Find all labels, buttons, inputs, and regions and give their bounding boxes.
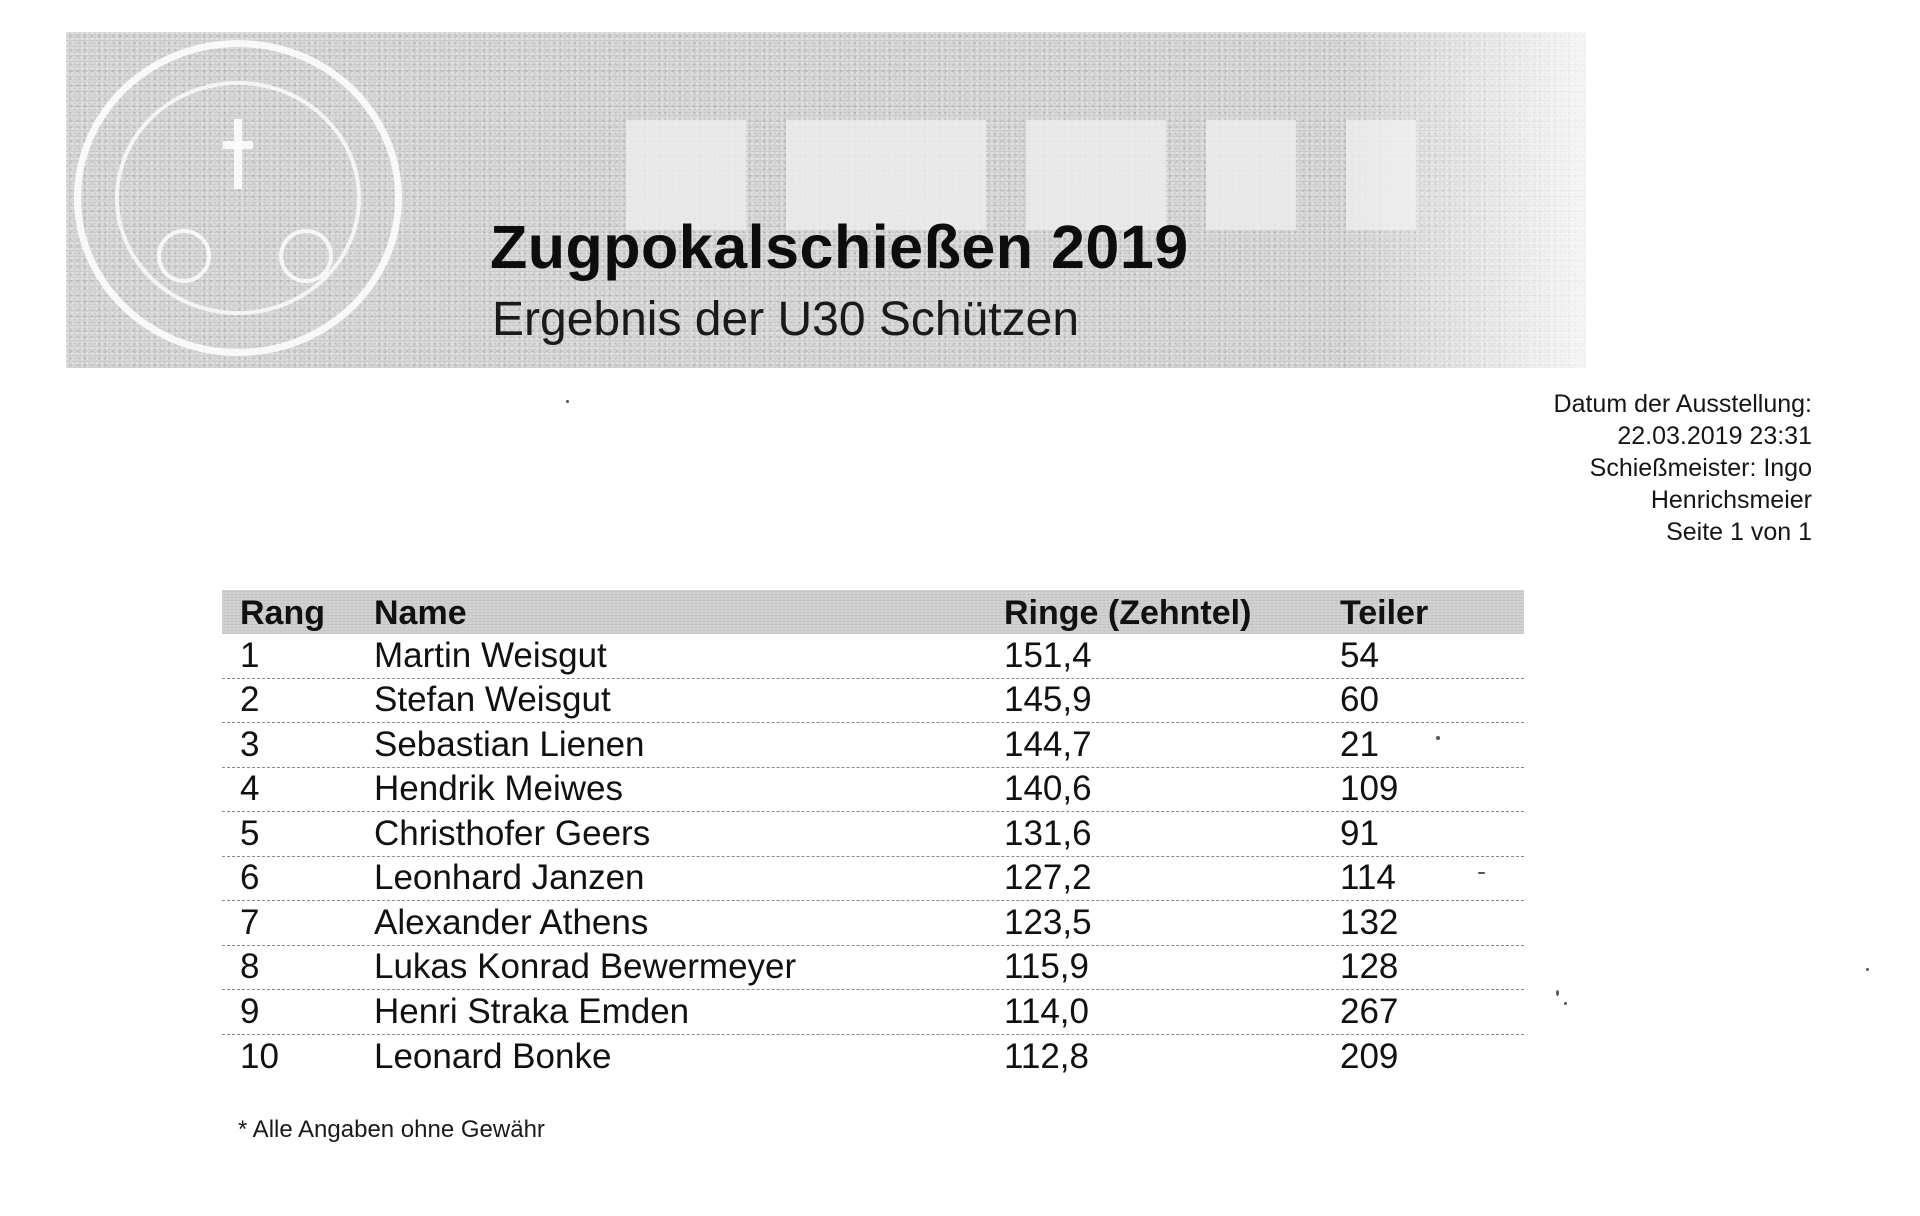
- banner-fade: [1346, 32, 1586, 368]
- table-row: [222, 723, 1524, 768]
- header-name: Name: [374, 594, 467, 633]
- cell-name: Leonard Bonke: [374, 1036, 612, 1076]
- table-row: [222, 768, 1524, 813]
- page-subtitle: Ergebnis der U30 Schützen: [492, 293, 1080, 346]
- cell-name: Christhofer Geers: [374, 813, 651, 853]
- cell-teiler: 132: [1340, 902, 1399, 942]
- cell-teiler: 91: [1340, 813, 1379, 853]
- results-table: [222, 590, 1524, 1079]
- cell-name: Martin Weisgut: [374, 635, 607, 675]
- cell-teiler: 109: [1340, 769, 1399, 809]
- cell-name: Sebastian Lienen: [374, 724, 645, 764]
- issue-date-label: Datum der Ausstellung:: [1553, 390, 1812, 418]
- cell-name: Henri Straka Emden: [374, 991, 690, 1031]
- cell-rank: 5: [240, 813, 260, 853]
- cell-teiler: 114: [1340, 858, 1396, 898]
- cell-rank: 6: [240, 858, 260, 898]
- cell-rings: 115,9: [1004, 947, 1089, 987]
- cell-rings: 151,4: [1004, 635, 1092, 675]
- header-rings: Ringe (Zehntel): [1004, 594, 1252, 633]
- scan-speck: [1478, 872, 1485, 874]
- cell-teiler: 60: [1340, 680, 1379, 720]
- cross-emblem-icon: [223, 119, 253, 189]
- issue-date: 22.03.2019 23:31: [1617, 422, 1812, 450]
- cell-teiler: 209: [1340, 1036, 1399, 1076]
- scan-speck: [1564, 1002, 1567, 1005]
- cell-rings: 127,2: [1004, 858, 1092, 898]
- table-row: [222, 901, 1524, 946]
- wreath-emblem-icon: [157, 229, 211, 283]
- table-row: [222, 634, 1524, 679]
- scan-speck: [1866, 968, 1869, 971]
- cell-name: Hendrik Meiwes: [374, 769, 623, 809]
- cell-name: Lukas Konrad Bewermeyer: [374, 947, 797, 987]
- table-row: [222, 946, 1524, 991]
- cell-rings: 112,8: [1004, 1036, 1089, 1076]
- cell-rank: 1: [240, 635, 260, 675]
- cell-rank: 7: [240, 902, 260, 942]
- cell-rank: 9: [240, 991, 260, 1031]
- table-row: [222, 1035, 1524, 1080]
- page-indicator: Seite 1 von 1: [1666, 518, 1812, 546]
- seal-inner-ring: [115, 81, 361, 315]
- flower-emblem-icon: [279, 229, 333, 283]
- cell-name: Alexander Athens: [374, 902, 649, 942]
- scan-speck: [1556, 990, 1559, 996]
- cell-rank: 4: [240, 769, 260, 809]
- cell-rank: 2: [240, 680, 260, 720]
- table-header-row: [222, 590, 1524, 634]
- document-meta: [1554, 388, 1812, 548]
- cell-rings: 131,6: [1004, 813, 1092, 853]
- cell-rings: 145,9: [1004, 680, 1092, 720]
- shooting-master-surname: Henrichsmeier: [1650, 486, 1812, 514]
- table-row: [222, 812, 1524, 857]
- cell-rank: 8: [240, 947, 260, 987]
- cell-teiler: 54: [1340, 635, 1379, 675]
- header-rank: Rang: [240, 594, 325, 633]
- cell-rings: 123,5: [1004, 902, 1092, 942]
- shooting-master: Schießmeister: Ingo: [1589, 454, 1812, 482]
- table-row: [222, 679, 1524, 724]
- disclaimer-footnote: * Alle Angaben ohne Gewähr: [238, 1116, 545, 1143]
- table-row: [222, 857, 1524, 902]
- scan-speck: [1436, 736, 1440, 740]
- page-title: Zugpokalschießen 2019: [490, 213, 1189, 281]
- cell-name: Stefan Weisgut: [374, 680, 611, 720]
- table-row: [222, 990, 1524, 1035]
- cell-rings: 114,0: [1004, 991, 1089, 1031]
- header-teiler: Teiler: [1340, 594, 1429, 633]
- cell-teiler: 128: [1340, 947, 1399, 987]
- cell-rings: 144,7: [1004, 724, 1092, 764]
- cell-name: Leonhard Janzen: [374, 858, 645, 898]
- cell-rings: 140,6: [1004, 769, 1092, 809]
- cell-rank: 10: [240, 1036, 279, 1076]
- club-seal-logo: [74, 40, 402, 356]
- cell-teiler: 21: [1340, 724, 1379, 764]
- cell-rank: 3: [240, 724, 260, 764]
- cell-teiler: 267: [1340, 991, 1399, 1031]
- scan-speck: [566, 400, 569, 403]
